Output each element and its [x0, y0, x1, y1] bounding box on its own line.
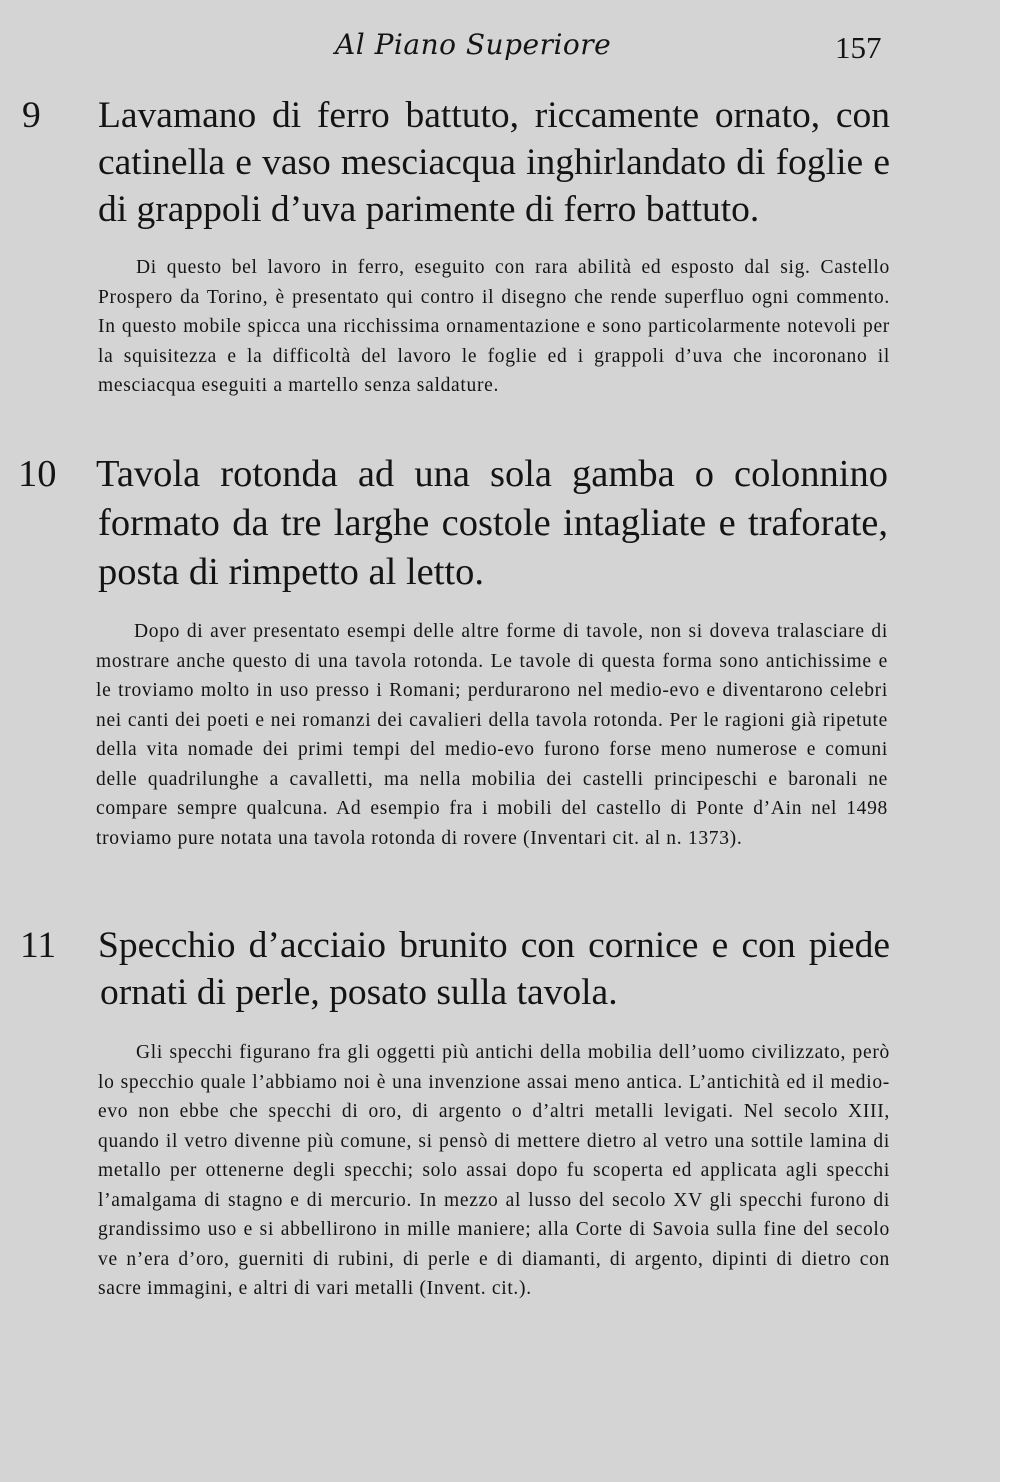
catalog-entry: [18, 450, 888, 853]
entry-number: 10: [18, 453, 57, 495]
entry-note: Dopo di aver presentato esempi delle altre forme di tavole, non si doveva tralasciare di mostrare anche questo di una tavola rotonda. Le tavole di questa forma sono antichissime e le troviamo molto in uso presso i Romani; perdurarono nel medio-evo e diventarono celebri nei canti dei poeti e nei romanzi dei cavalieri della tavola rotonda. Per le ragioni già ripetute della vita nomade dei primi tempi del medio-evo furono forse meno numerose e comuni delle quadrilunghe a cavalletti, ma nella mobilia dei castelli principeschi e baronali ne compare sempre qualcuna. Ad esempio fra i mobili del castello di Ponte d’Ain nel 1498 troviamo pure notata una tavola rotonda di rovere (Inventari cit. al n. 1373).: [96, 621, 888, 849]
page-header: [0, 28, 1000, 68]
running-title: Al Piano Superiore: [335, 28, 612, 61]
entry-note: Di questo bel lavoro in ferro, eseguito con rara abilità ed esposto dal sig. Castello Prospero da Torino, è presentato qui contro il disegno che rende superfluo ogni commento. In questo mobile spicca una ricchissima ornamentazione e sono particolarmente notevoli per la squisitezza e la difficoltà del lavoro le foglie ed i grappoli d’uva che incoronano il mesciacqua eseguiti a martello senza saldature.: [98, 257, 890, 396]
entry-note: Gli specchi figurano fra gli oggetti più antichi della mobilia dell’uomo civilizzato, però lo specchio quale l’abbiamo noi è una invenzione assai meno antica. L’antichità ed il medio-evo non ebbe che specchi di oro, di argento o d’altri metalli levigati. Nel secolo XIII, quando il vetro divenne più comune, si pensò di mettere dietro al vetro una sottile lamina di metallo per ottenerne degli specchi; solo assai dopo fu scoperta ed applicata agli specchi l’amalgama di stagno e di mercurio. In mezzo al lusso del secolo XV gli specchi furono di grandissimo uso e si abbellirono in mille maniere; alla Corte di Savoia sulla fine del secolo ve n’era d’oro, guerniti di rubini, di perle e di diamanti, di argento, dipinti di dietro con sacre immagini, e altri di vari metalli (Invent. cit.).: [98, 1042, 890, 1299]
entry-note-block: [60, 1038, 890, 1304]
entry-number: 9: [22, 95, 41, 136]
entry-note-block: [60, 253, 890, 401]
catalog-entry: [20, 922, 890, 1304]
entry-title: Lavamano di ferro battuto, riccamente ornato, con catinella e vaso mesciacqua inghirlandato di foglie e di grappoli d’uva parimente di ferro battuto.: [98, 95, 890, 230]
page-number: 157: [835, 30, 882, 65]
entry-note-block: [58, 617, 888, 853]
entry-number: 11: [20, 925, 57, 966]
entry-heading: [20, 922, 890, 1016]
entry-title: Tavola rotonda ad una sola gamba o colonnino formato da tre larghe costole intagliate e traforate, posta di rimpetto al letto.: [96, 453, 888, 593]
entry-heading: [18, 450, 888, 597]
catalog-entry: [22, 92, 890, 401]
scan-margin: [1000, 0, 1031, 1482]
entry-title: Specchio d’acciaio brunito con cornice e con piede ornati di perle, posato sulla tavola.: [98, 925, 890, 1013]
entry-heading: [22, 92, 890, 233]
